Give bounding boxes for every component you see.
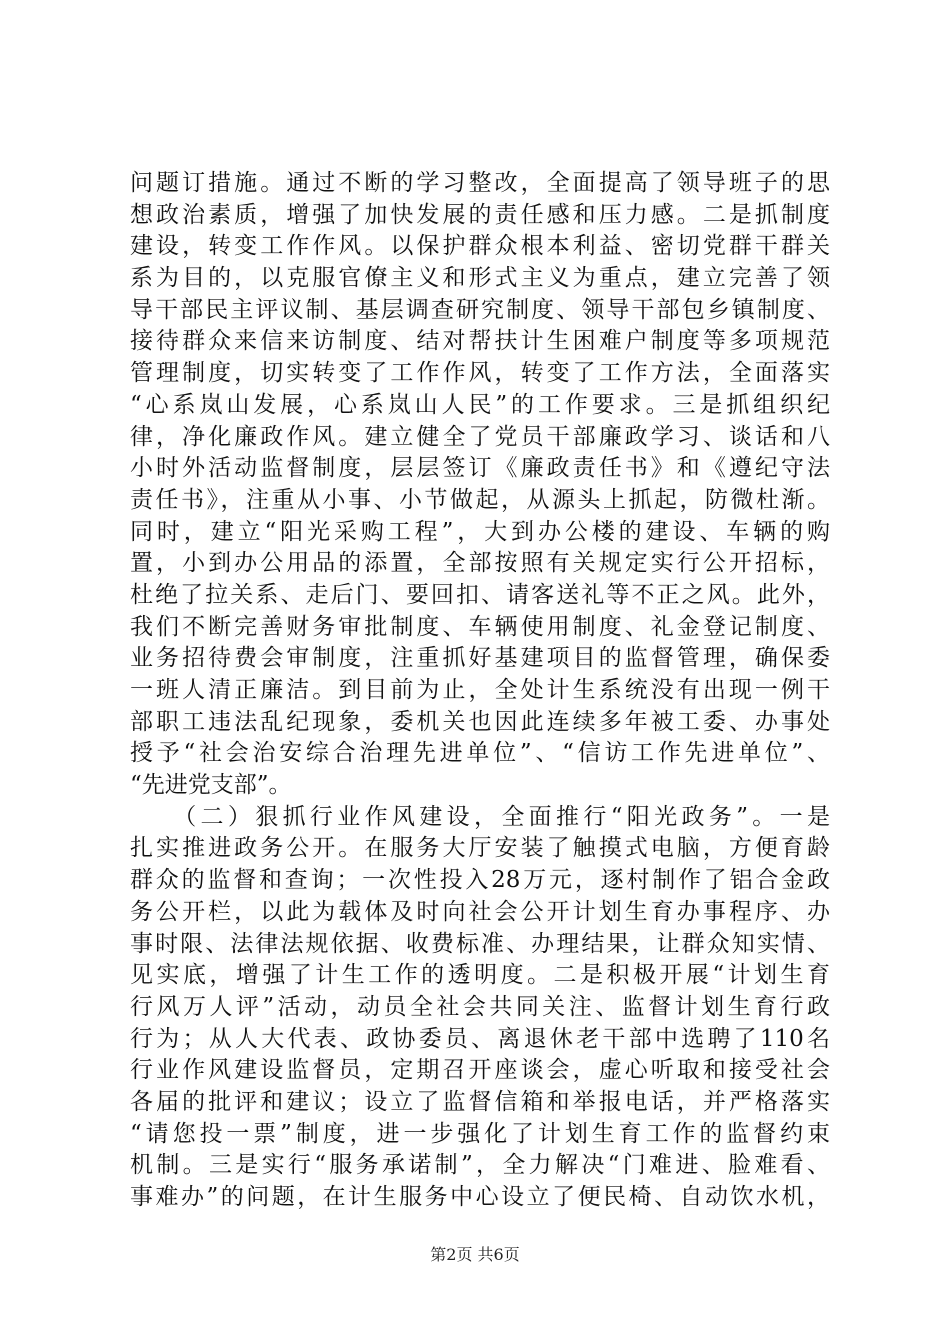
text-line: 置，小到办公用品的添置，全部按照有关规定实行公开招标，	[130, 550, 830, 577]
text-line: 同时，建立“阳光采购工程”，大到办公楼的建设、车辆的购	[130, 518, 830, 545]
text-line: 事难办”的问题，在计生服务中心设立了便民椅、自动饮水机，	[130, 1184, 830, 1210]
text-line: 事时限、法律法规依据、收费标准、办理结果，让群众知实情、	[130, 930, 830, 957]
page-footer: 第2页 共6页	[430, 1245, 520, 1264]
text-line: 管理制度，切实转变了工作作风，转变了工作方法，全面落实	[130, 360, 830, 387]
text-line: 授予“社会治安综合治理先进单位”、“信访工作先进单位”、	[130, 740, 830, 767]
text-line: 各届的批评和建议；设立了监督信箱和举报电话，并严格落实	[130, 1088, 830, 1115]
text-line: 建设，转变工作作风。以保护群众根本利益、密切党群干群关	[130, 233, 830, 260]
text-line: 机制。三是实行“服务承诺制”，全力解决“门难进、脸难看、	[130, 1152, 830, 1179]
text-line: 我们不断完善财务审批制度、车辆使用制度、礼金登记制度、	[130, 613, 830, 640]
text-line: （二）狠抓行业作风建设，全面推行“阳光政务”。一是	[130, 803, 830, 830]
text-line: “请您投一票”制度，进一步强化了计划生育工作的监督约束	[130, 1120, 830, 1147]
text-line: “先进党支部”。	[130, 772, 292, 799]
text-line: 群众的监督和查询；一次性投入28万元，逐村制作了铝合金政	[130, 867, 830, 894]
text-line: “心系岚山发展，心系岚山人民”的工作要求。三是抓组织纪	[130, 391, 830, 418]
text-line: 一班人清正廉洁。到目前为止，全处计生系统没有出现一例干	[130, 677, 830, 703]
text-line: 部职工违法乱纪现象，委机关也因此连续多年被工委、办事处	[130, 708, 830, 735]
text-line: 责任书》，注重从小事、小节做起，从源头上抓起，防微杜渐。	[130, 486, 830, 513]
text-line: 导干部民主评议制、基层调查研究制度、领导干部包乡镇制度、	[130, 296, 830, 323]
text-line: 行业作风建设监督员，定期召开座谈会，虚心听取和接受社会	[130, 1057, 830, 1084]
text-line: 系为目的，以克服官僚主义和形式主义为重点，建立完善了领	[130, 265, 830, 292]
text-line: 接待群众来信来访制度、结对帮扶计生困难户制度等多项规范	[130, 328, 830, 355]
text-line: 行为；从人大代表、政协委员、离退休老干部中选聘了110名	[130, 1025, 830, 1052]
text-line: 小时外活动监督制度，层层签订《廉政责任书》和《遵纪守法	[130, 455, 830, 482]
text-line: 问题订措施。通过不断的学习整改，全面提高了领导班子的思	[130, 170, 830, 196]
text-line: 扎实推进政务公开。在服务大厅安装了触摸式电脑，方便育龄	[130, 835, 830, 862]
text-line: 见实底，增强了计生工作的透明度。二是积极开展“计划生育	[130, 962, 830, 989]
text-line: 务公开栏，以此为载体及时向社会公开计划生育办事程序、办	[130, 898, 830, 925]
text-line: 行风万人评”活动，动员全社会共同关注、监督计划生育行政	[130, 993, 830, 1020]
text-line: 业务招待费会审制度，注重抓好基建项目的监督管理，确保委	[130, 645, 830, 672]
text-line: 杜绝了拉关系、走后门、要回扣、请客送礼等不正之风。此外，	[130, 581, 830, 608]
body-text	[130, 168, 830, 1214]
text-line: 律，净化廉政作风。建立健全了党员干部廉政学习、谈话和八	[130, 423, 830, 450]
text-line: 想政治素质，增强了加快发展的责任感和压力感。二是抓制度	[130, 201, 830, 228]
